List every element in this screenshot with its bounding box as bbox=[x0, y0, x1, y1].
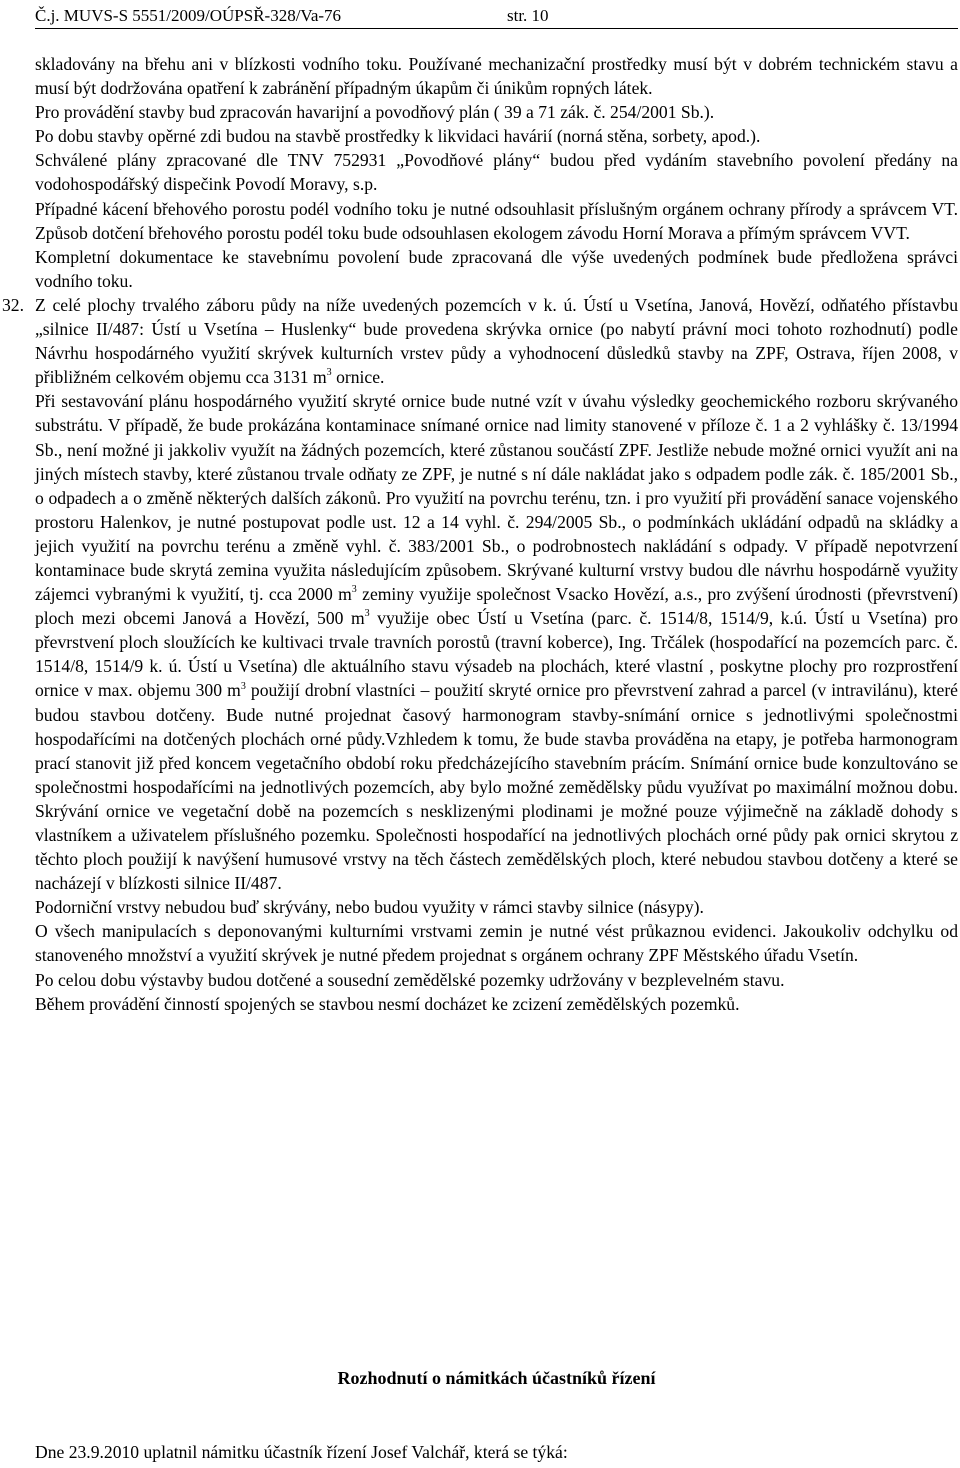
item-text-end: ornice. bbox=[336, 367, 385, 388]
superscript: 3 bbox=[240, 680, 246, 692]
paragraph-storage: skladovány na břehu ani v blízkosti vodního toku. Používané mechanizační prostředky musí být v dobrém technickém stavu a musí být dodržována opatření k zabránění případným úkapům či únikům ropných látek. bbox=[35, 54, 958, 99]
header-rule bbox=[35, 28, 958, 29]
paragraph-approved-plans: Schválené plány zpracované dle TNV 752931 „Povodňové plány“ budou před vydáním stavebního povolení předány na vodohospodářský dispečink Povodí Moravy, s.p. bbox=[35, 150, 958, 195]
paragraph-subsoil: Podorniční vrstvy nebudou buď skrývány, nebo budou využity v rámci stavby silnice (násypy). bbox=[35, 897, 704, 918]
paragraph-cleanup-means: Po dobu stavby opěrné zdi budou na stavbě prostředky k likvidaci havárií (norná stěna, sorbety, apod.). bbox=[35, 126, 761, 147]
page-number: str. 10 bbox=[507, 6, 549, 25]
footer-line: Dne 23.9.2010 uplatnil námitku účastník řízení Josef Valchář, která se týká: bbox=[35, 1442, 568, 1462]
section-heading: Rozhodnutí o námitkách účastníků řízení bbox=[337, 1368, 656, 1388]
item-number: 32. bbox=[2, 294, 24, 315]
page-header bbox=[35, 4, 958, 32]
paragraph-records: O všech manipulacích s deponovanými kulturními vrstvami zemin je nutné vést průkaznou evidenci. Jakoukoliv odchylku od stanoveného množství a využití skrývek je nutné předem projednat s orgánem ochrany ZPF Městského úřadu Vsetín. bbox=[35, 921, 958, 966]
text-part: Při sestavování plánu hospodárného využití skryté ornice bude nutné vzít v úvahu výsledky geochemického rozboru skrývaného substrátu. V případě, že bude prokázána kontaminace snímané ornice nad limity stanovené v příloze č. 1 a 2 vyhlášky č. 13/1994 Sb., není možné ji jakkoliv využít na žádných pozemcích, které zůstanou součástí ZPF. Jestliže nebude možné ornici využít ani na jiných místech stavby, které zůstanou trvale odňaty ze ZPF, je nutné s ní dále nakládat jako s odpadem podle zák. č. 185/2001 Sb., o odpadech a o změně některých dalších zákonů. Pro využití na povrchu terénu, tzn. i pro využití při provádění sanace vojenského prostoru Halenkov, je nutné postupovat podle ust. 12 a 14 vyhl. č. 294/2005 Sb., o podmínkách ukládání odpadů na skládky a jejich využití na povrchu terénu a změně vyhl. č. 383/2001 Sb., o podrobnostech nakládání s odpady. V případě nepotvrzení kontaminace bude skrytá zemina využita následujícím způsobem. Skrývané kulturní vrstvy budou dle návrhu hospodárně využity zájemci vybranými k využití, tj. cca 2000 m bbox=[35, 391, 958, 605]
paragraph-weed-free: Po celou dobu výstavby budou dotčené a sousední zemědělské pozemky udržovány v bezplevelném stavu. bbox=[35, 969, 785, 990]
document-body bbox=[2, 52, 959, 1016]
superscript: 3 bbox=[326, 367, 332, 379]
paragraph-tree-felling: Případné kácení břehového porostu podél vodního toku je nutné odsouhlasit příslušným orgánem ochrany přírody a správcem VT. Způsob dotčení břehového porostu podél toku bude odsouhlasen ekologem závodu Horní Morava a přímým správcem VVT. bbox=[35, 198, 958, 243]
text-part: využije obec Ústí u Vsetína (parc. č. 1514/8, 1514/9, k.ú. Ústí u Vsetína) pro převrstvení ploch sloužících ke kultivaci trvale travních porostů (travní koberce), Ing. Trčálek (hospodařící na pozemcích parc. č. 1514/8, 1514/9 k. ú. Ústí u Vsetína) dle aktuálního stavu výsadeb na plochách, které vlastní , poskytne plochy pro rozprostření ornice v max. objemu 300 m bbox=[35, 608, 958, 701]
paragraph-documentation: Kompletní dokumentace ke stavebnímu povolení bude zpracovaná dle výše uvedených podmínek bude předložena správci vodního toku. bbox=[35, 246, 958, 291]
paragraph-no-contamination: Během provádění činností spojených se stavbou nesmí docházet ke zcizení zemědělských pozemků. bbox=[35, 993, 740, 1014]
item-text: Z celé plochy trvalého záboru půdy na níže uvedených pozemcích v k. ú. Ústí u Vsetína, Janová, Hovězí, odňatého přístavbu „silnice II/487: Ústí u Vsetína – Huslenky“ bude provedena skrývka ornice (po nabytí právní moci tohoto rozhodnutí) podle Návrhu hospodárného využití skrývek kulturních vrstev půdy a vyhodnocení důsledků stavby na ZPF, Ostrava, říjen 2008, v přibližném celkovém objemu cca 3131 m bbox=[35, 294, 958, 388]
document-reference: Č.j. MUVS-S 5551/2009/OÚPSŘ-328/Va-76 bbox=[35, 6, 342, 25]
superscript: 3 bbox=[364, 608, 370, 620]
paragraph-flood-plan: Pro provádění stavby bud zpracován havarijní a povodňový plán ( 39 a 71 zák. č. 254/2001 Sb.). bbox=[35, 102, 715, 123]
paragraph-topsoil-use bbox=[35, 389, 958, 895]
condition-item-32 bbox=[2, 293, 958, 389]
text-part: zeminy využije společnost Vsacko Hovězí, a.s., pro zvýšení úrodnosti (převrstvení) ploch mezi obcemi Janová a Hovězí, 500 m bbox=[35, 584, 959, 629]
text-part: použijí drobní vlastníci – použití skryté ornice pro převrstvení zahrad a parcel (v intravilánu), které budou stavbou dotčeny. Bude nutné projednat časový harmonogram stavby-snímání ornice s jednotlivými společnostmi hospodařícími na dotčených plochách orné půdy.Vzhledem k tomu, že bude stavba prováděna na etapy, je potřeba harmonogram prací stanovit již před koncem vegetačního období roku předcházejícího stavebním prácím. Snímání ornice bude konzultováno se společnostmi hospodařícími na jednotlivých pozemcích, aby bylo možné zemědělsky půdu využívat po maximální možnou dobu. Skrývání ornice ve vegetační době na pozemcích s nesklizenými plodinami je možné pouze výjimečně na základě dohody s vlastníkem a uživatelem příslušného pozemku. Společnosti hospodařící na jednotlivých plochách orné půdy pak ornici skrytou z těchto ploch použijí k navýšení humusové vrstvy na těch částech zemědělských ploch, které nebudou stavbou dotčeny a které se nacházejí v blízkosti silnice II/487. bbox=[35, 680, 958, 894]
superscript: 3 bbox=[351, 584, 357, 596]
